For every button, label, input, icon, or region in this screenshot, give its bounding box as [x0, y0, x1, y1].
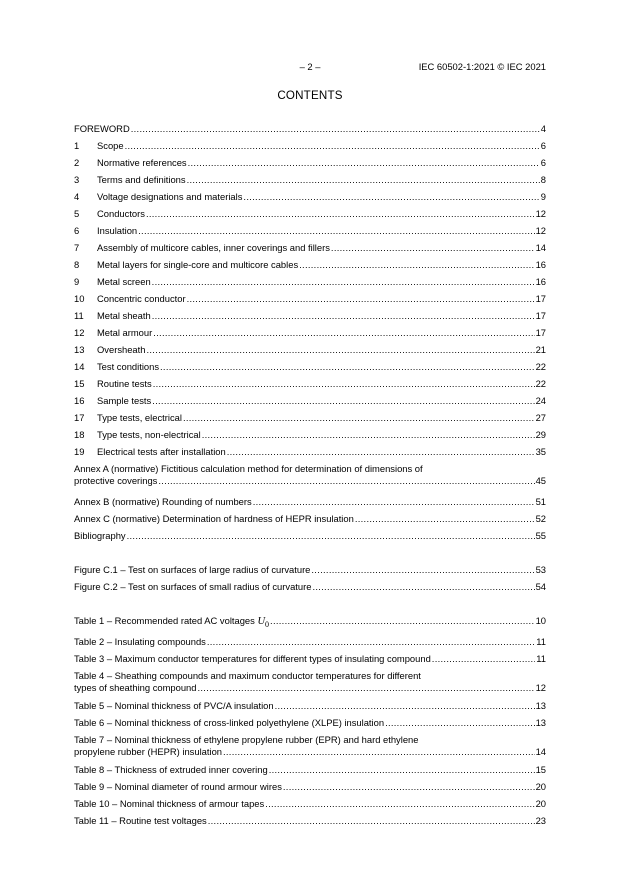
toc-page: 13 [535, 700, 546, 711]
toc-number: 15 [74, 378, 85, 389]
toc-page: 17 [535, 293, 546, 304]
toc-label: Annex B (normative) Rounding of numbers [74, 496, 252, 507]
toc-page: 12 [535, 225, 546, 236]
toc-label: Metal sheath [97, 310, 151, 321]
toc-label: Table 3 – Maximum conductor temperatures for different types of insulating compound [74, 653, 431, 664]
toc-label-line2: propylene rubber (HEPR) insulation [74, 746, 222, 757]
toc-label: Table 1 – Recommended rated AC voltages [74, 615, 255, 626]
toc-entry[interactable] [74, 412, 546, 424]
toc-page: 29 [535, 429, 546, 440]
u0-symbol [257, 616, 269, 631]
toc-label: Concentric conductor [97, 293, 186, 304]
toc-number: 11 [74, 310, 84, 321]
toc-page: 53 [535, 564, 546, 575]
toc-page: 35 [535, 446, 546, 457]
toc-page: 11 [536, 653, 546, 664]
toc-number: 7 [74, 242, 80, 253]
toc-page: 12 [535, 682, 546, 693]
toc-page: 52 [535, 513, 546, 524]
toc-label-line1: Table 4 – Sheathing compounds and maximum conductor temperatures for different [74, 670, 421, 681]
toc-entry-table[interactable] [74, 670, 546, 694]
toc-number: 3 [74, 174, 80, 185]
symbol: U [257, 616, 266, 627]
toc-number: 1 [74, 140, 80, 151]
toc-label: Type tests, electrical [97, 412, 182, 423]
toc-entry-table[interactable] [74, 700, 546, 712]
toc-page: 27 [535, 412, 546, 423]
toc-page: 22 [535, 361, 546, 372]
toc-label: Sample tests [97, 395, 152, 406]
toc-label-line1: Table 7 – Nominal thickness of ethylene propylene rubber (EPR) and hard ethylene [74, 734, 419, 745]
toc-label: Routine tests [97, 378, 152, 389]
toc-entry[interactable] [74, 429, 546, 441]
toc-entry[interactable] [74, 259, 546, 271]
toc-entry-table[interactable] [74, 717, 546, 729]
toc-page: 15 [535, 764, 546, 775]
toc-entry[interactable] [74, 174, 546, 186]
toc-label: Figure C.2 – Test on surfaces of small radius of curvature [74, 581, 312, 592]
toc-label: Table 2 – Insulating compounds [74, 636, 206, 647]
toc-number: 2 [74, 157, 80, 168]
toc-label-line1: Annex A (normative) Fictitious calculation method for determination of dimensions of [74, 463, 423, 474]
toc-entry[interactable] [74, 208, 546, 220]
toc-label: Voltage designations and materials [97, 191, 243, 202]
toc-page: 14 [535, 242, 546, 253]
toc-label: Table 5 – Nominal thickness of PVC/A insulation [74, 700, 274, 711]
toc-number: 18 [74, 429, 85, 440]
toc-label: Normative references [97, 157, 187, 168]
toc-page: 20 [535, 798, 546, 809]
toc-number: 19 [74, 446, 85, 457]
toc-entry[interactable] [74, 344, 546, 356]
toc-number: 9 [74, 276, 80, 287]
toc-page: 16 [535, 259, 546, 270]
symbol-subscript: 0 [265, 620, 270, 630]
toc-page: 17 [535, 310, 546, 321]
toc-page: 23 [535, 815, 546, 826]
page-number: – 2 – [299, 61, 321, 72]
toc-entry[interactable] [74, 446, 546, 458]
toc-number: 4 [74, 191, 80, 202]
toc-entry[interactable] [74, 361, 546, 373]
toc-entry[interactable] [74, 140, 546, 152]
toc-label-line2: types of sheathing compound [74, 682, 197, 693]
toc-label: Scope [97, 140, 124, 151]
toc-entry[interactable] [74, 310, 546, 322]
toc-entry[interactable] [74, 157, 546, 169]
toc-label: Table 8 – Thickness of extruded inner covering [74, 764, 268, 775]
toc-entry[interactable] [74, 276, 546, 288]
toc-entry[interactable] [74, 293, 546, 305]
toc-entry-table[interactable] [74, 781, 546, 793]
toc-entry[interactable] [74, 327, 546, 339]
toc-label: Test conditions [97, 361, 160, 372]
toc-entry-table[interactable] [74, 653, 546, 665]
toc-page: 10 [535, 615, 546, 626]
toc-entry[interactable] [74, 378, 546, 390]
toc-label: Annex C (normative) Determination of hardness of HEPR insulation [74, 513, 354, 524]
toc-entry-table[interactable] [74, 734, 546, 758]
toc-label: Electrical tests after installation [97, 446, 226, 457]
toc-page: 45 [535, 475, 546, 486]
toc-entry-annex-c[interactable] [74, 513, 546, 525]
toc-number: 12 [74, 327, 85, 338]
toc-page: 13 [535, 717, 546, 728]
toc-label: Terms and definitions [97, 174, 186, 185]
toc-number: 13 [74, 344, 85, 355]
toc-entry-annex-b[interactable] [74, 496, 546, 508]
toc-entry-annex-a[interactable] [74, 463, 546, 487]
toc-number: 17 [74, 412, 85, 423]
toc-entry-foreword[interactable] [74, 123, 546, 135]
toc-number: 6 [74, 225, 80, 236]
toc-number: 8 [74, 259, 80, 270]
toc-label: Metal armour [97, 327, 153, 338]
toc-label-line2: protective coverings [74, 475, 158, 486]
toc-page: 54 [535, 581, 546, 592]
toc-entry-table[interactable] [74, 615, 546, 630]
toc-label: Metal layers for single-core and multicore cables [97, 259, 299, 270]
toc-page: 21 [535, 344, 546, 355]
toc-entry-table[interactable] [74, 798, 546, 810]
toc-label: Bibliography [74, 530, 126, 541]
toc-number: 14 [74, 361, 85, 372]
toc-page: 51 [535, 496, 546, 507]
toc-page: 14 [535, 746, 546, 757]
toc-number: 5 [74, 208, 80, 219]
toc-label: Type tests, non-electrical [97, 429, 201, 440]
toc-label: Table 10 – Nominal thickness of armour tapes [74, 798, 265, 809]
toc-label: Table 9 – Nominal diameter of round armour wires [74, 781, 282, 792]
toc-label: Insulation [97, 225, 138, 236]
toc-entry-figure[interactable] [74, 581, 546, 593]
toc-page: 9 [540, 191, 546, 202]
toc-page: 12 [535, 208, 546, 219]
toc-label: FOREWORD [74, 123, 130, 134]
toc-label: Oversheath [97, 344, 146, 355]
toc-number: 10 [74, 293, 85, 304]
toc-page: 24 [535, 395, 546, 406]
toc-entry[interactable] [74, 242, 546, 254]
toc-label: Table 11 – Routine test voltages [74, 815, 207, 826]
toc-entry-table[interactable] [74, 764, 546, 776]
toc-page: 6 [540, 157, 546, 168]
toc-page: 16 [535, 276, 546, 287]
toc-entry-table[interactable] [74, 815, 546, 827]
toc-page: 11 [536, 636, 546, 647]
toc-number: 16 [74, 395, 85, 406]
toc-label: Conductors [97, 208, 145, 219]
toc-entry[interactable] [74, 225, 546, 237]
toc-entry[interactable] [74, 395, 546, 407]
toc-entry-figure[interactable] [74, 564, 546, 576]
toc-page: 8 [540, 174, 546, 185]
document-reference: IEC 60502-1:2021 © IEC 2021 [418, 61, 546, 72]
toc-label: Assembly of multicore cables, inner coverings and fillers [97, 242, 330, 253]
contents-title: CONTENTS [277, 89, 343, 102]
toc-label: Metal screen [97, 276, 151, 287]
toc-page: 22 [535, 378, 546, 389]
toc-entry-table[interactable] [74, 636, 546, 648]
toc-page: 17 [535, 327, 546, 338]
toc-page: 4 [540, 123, 546, 134]
toc-entry-bibliography[interactable] [74, 530, 546, 542]
toc-page: 6 [540, 140, 546, 151]
toc-page: 55 [535, 530, 546, 541]
toc-page: 20 [535, 781, 546, 792]
toc-label: Figure C.1 – Test on surfaces of large radius of curvature [74, 564, 311, 575]
toc-entry[interactable] [74, 191, 546, 203]
toc-label: Table 6 – Nominal thickness of cross-linked polyethylene (XLPE) insulation [74, 717, 385, 728]
